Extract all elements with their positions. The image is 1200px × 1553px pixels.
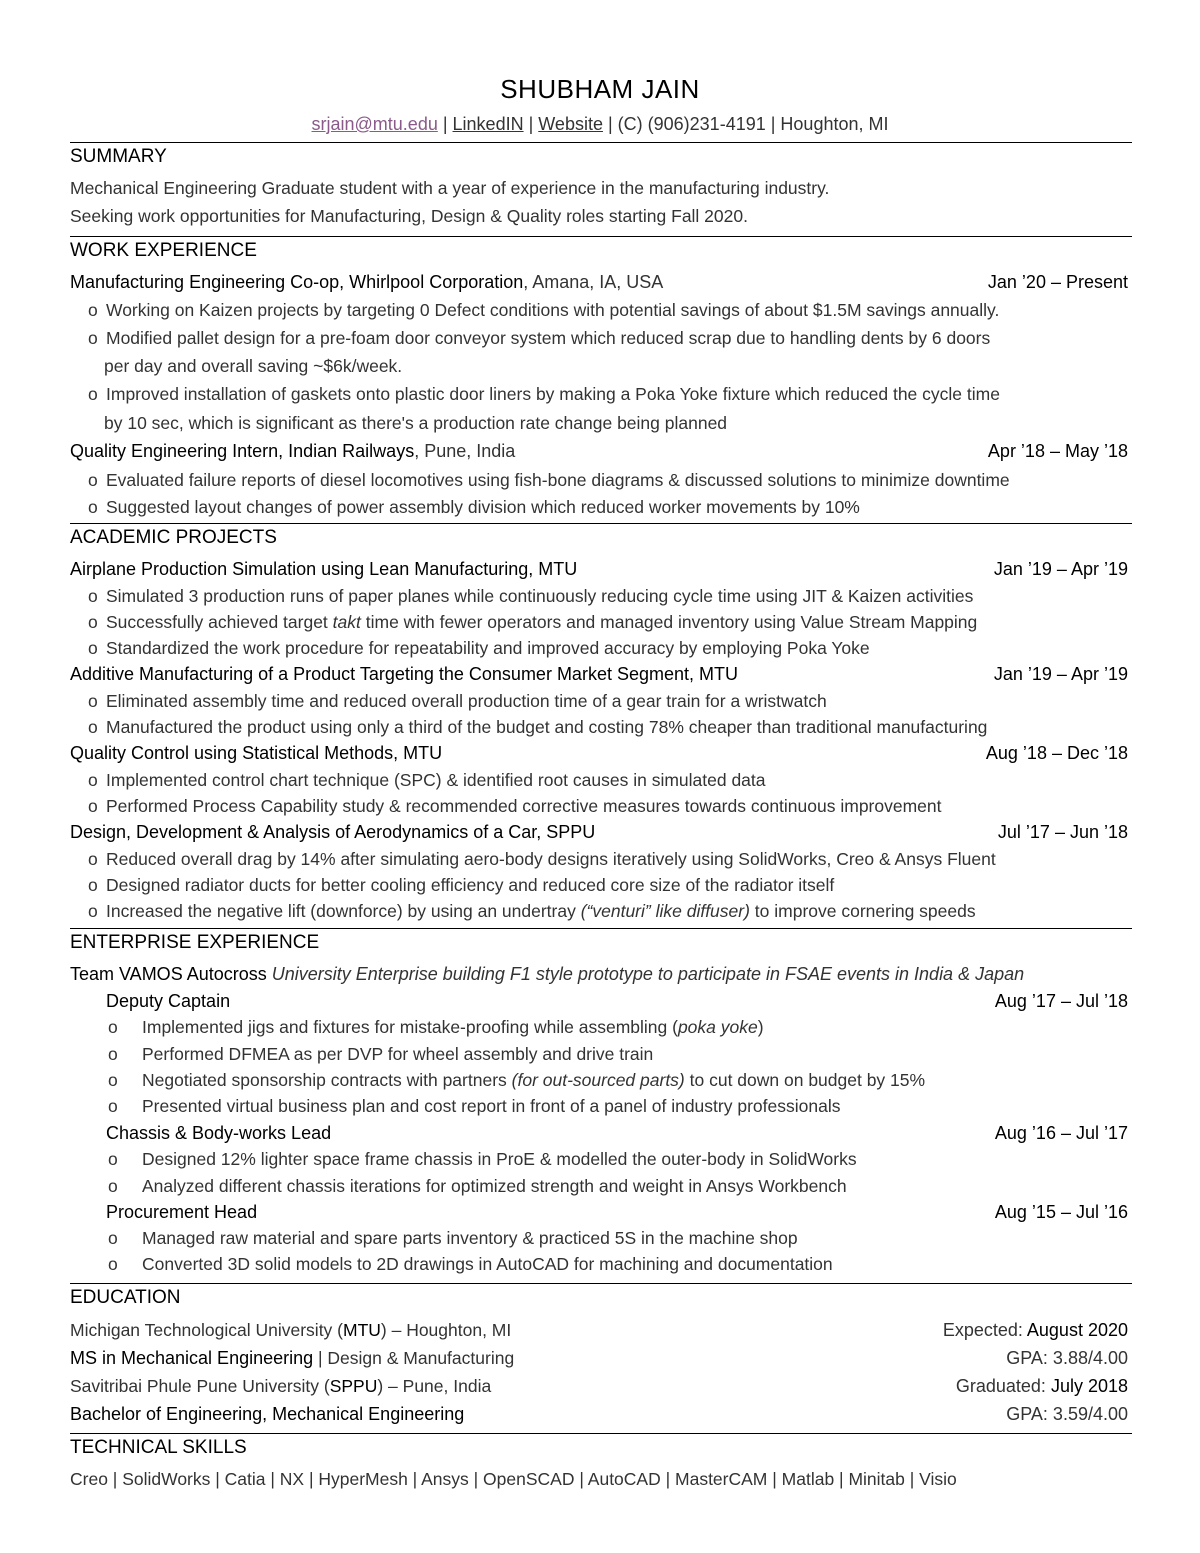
edu-gpa-ms: GPA: 3.88/4.00: [1006, 1348, 1128, 1368]
section-divider: [70, 1283, 1132, 1284]
list-item: o Increased the negative lift (downforce) by using an undertray (“venturi” like diffuser) to improve cornering speeds: [88, 898, 976, 924]
location: Houghton, MI: [780, 114, 889, 134]
list-item: o Negotiated sponsorship contracts with partners (for out-sourced parts) to cut down on budget by 15%: [108, 1067, 925, 1093]
bullet-icon: o: [108, 1228, 118, 1248]
separator: |: [602, 114, 618, 134]
separator: |: [765, 114, 781, 134]
list-item: o Improved installation of gaskets onto plastic door liners by making a Poka Yoke fixture which reduced the cycle time: [88, 381, 1000, 407]
list-item: o Successfully achieved target takt time with fewer operators and managed inventory using Value Stream Mapping: [88, 609, 977, 635]
role-name: Procurement Head: [106, 1202, 258, 1222]
contact-line: [0, 114, 1200, 135]
list-item-cont: per day and overall saving ~$6k/week.: [104, 356, 403, 376]
list-item: o Presented virtual business plan and cost report in front of a panel of industry professionals: [108, 1093, 840, 1119]
project-date: Jan ’19 – Apr ’19: [993, 664, 1128, 684]
role-date: Aug ’16 – Jul ’17: [994, 1123, 1128, 1143]
list-item: o Implemented jigs and fixtures for mistake-proofing while assembling (poka yoke): [108, 1014, 764, 1040]
job-heading: [70, 269, 1128, 295]
job-date: Apr ’18 – May ’18: [987, 441, 1128, 461]
bullet-icon: o: [108, 1044, 118, 1064]
section-title-projects: ACADEMIC PROJECTS: [70, 527, 277, 548]
list-item: o Converted 3D solid models to 2D drawings in AutoCAD for machining and documentation: [108, 1251, 833, 1277]
list-item: o Suggested layout changes of power assembly division which reduced worker movements by 10%: [88, 494, 860, 520]
list-item-cont: by 10 sec, which is significant as there's a production rate change being planned: [104, 413, 728, 433]
project-heading: Quality Control using Statistical Methods, MTU Aug ’18 – Dec ’18: [70, 740, 1128, 766]
separator: |: [523, 114, 539, 134]
project-name: Airplane Production Simulation using Lean Manufacturing, MTU: [70, 559, 578, 579]
project-name: Quality Control using Statistical Methods: [70, 743, 394, 763]
bullet-icon: o: [108, 1070, 118, 1090]
role-heading: [106, 1120, 1128, 1146]
edu-school-mtu: Michigan Technological University (MTU) – Houghton, MI: [70, 1320, 512, 1340]
bullet-icon: o: [88, 901, 98, 921]
phone: (C) (906)231-4191: [617, 114, 766, 134]
bullet-icon: o: [88, 586, 98, 606]
section-title-education: EDUCATION: [70, 1287, 181, 1308]
job-date: Jan ’20 – Present: [987, 272, 1128, 292]
job-org: , Indian Railways: [278, 441, 415, 461]
linkedin-link[interactable]: LinkedIN: [452, 114, 524, 134]
project-date: Aug ’18 – Dec ’18: [985, 743, 1128, 763]
project-name: Additive Manufacturing of a Product Targeting the Consumer Market Segment: [70, 664, 689, 684]
section-title-summary: SUMMARY: [70, 146, 167, 167]
edu-gpa-be: GPA: 3.59/4.00: [1006, 1404, 1128, 1424]
edu-graduated: Graduated: July 2018: [955, 1376, 1128, 1396]
job-role: Manufacturing Engineering Co-op, Whirlpool Corporation: [70, 272, 524, 292]
bullet-icon: o: [88, 384, 98, 404]
list-item: o Reduced overall drag by 14% after simulating aero-body designs iteratively using SolidWorks, Creo & Ansys Fluent: [88, 846, 996, 872]
list-item: o Eliminated assembly time and reduced overall production time of a gear train for a wristwatch: [88, 688, 827, 714]
project-date: Jan ’19 – Apr ’19: [993, 559, 1128, 579]
list-item: o Managed raw material and spare parts inventory & practiced 5S in the machine shop: [108, 1225, 798, 1251]
summary-line: Seeking work opportunities for Manufacturing, Design & Quality roles starting Fall 2020.: [70, 206, 748, 226]
website-link[interactable]: Website: [538, 114, 603, 134]
list-item: o Performed DFMEA as per DVP for wheel assembly and drive train: [108, 1041, 653, 1067]
bullet-icon: o: [108, 1176, 118, 1196]
bullet-icon: o: [88, 612, 98, 632]
bullet-icon: o: [88, 638, 98, 658]
edu-expected: Expected: August 2020: [942, 1320, 1128, 1340]
bullet-icon: o: [88, 849, 98, 869]
list-item: o Implemented control chart technique (SPC) & identified root causes in simulated data: [88, 767, 766, 793]
edu-degree-ms: MS in Mechanical Engineering | Design & Manufacturing: [70, 1348, 515, 1368]
list-item: o Working on Kaizen projects by targeting 0 Defect conditions with potential savings of about $1.5M savings annually.: [88, 297, 999, 323]
role-date: Aug ’17 – Jul ’18: [994, 991, 1128, 1011]
list-item: o Simulated 3 production runs of paper planes while continuously reducing cycle time using JIT & Kaizen activities: [88, 583, 973, 609]
list-item: o Standardized the work procedure for repeatability and improved accuracy by employing Poka Yoke: [88, 635, 870, 661]
bullet-icon: o: [108, 1096, 118, 1116]
section-divider: [70, 928, 1132, 929]
project-heading: [70, 556, 1128, 582]
role-heading: [106, 1199, 1128, 1225]
team-desc: University Enterprise building F1 style prototype to participate in FSAE events in India & Japan: [266, 964, 1025, 984]
skills-list: Creo | SolidWorks | Catia | NX | HyperMesh | Ansys | OpenSCAD | AutoCAD | MasterCAM | Matlab | Minitab | Visio: [70, 1469, 957, 1489]
list-item: o Designed radiator ducts for better cooling efficiency and reduced core size of the radiator itself: [88, 872, 834, 898]
section-title-work: WORK EXPERIENCE: [70, 240, 257, 261]
bullet-icon: o: [88, 770, 98, 790]
project-heading: Additive Manufacturing of a Product Targeting the Consumer Market Segment, MTU Jan ’19 – Apr ’19: [70, 661, 1128, 687]
bullet-icon: o: [88, 796, 98, 816]
list-item: o Manufactured the product using only a third of the budget and costing 78% cheaper than traditional manufacturing: [88, 714, 987, 740]
email-link[interactable]: srjain@mtu.edu: [311, 114, 438, 134]
role-heading: [106, 988, 1128, 1014]
bullet-icon: o: [108, 1149, 118, 1169]
candidate-name: SHUBHAM JAIN: [500, 74, 700, 104]
project-heading: Design, Development & Analysis of Aerodynamics of a Car, SPPU Jul ’17 – Jun ’18: [70, 819, 1128, 845]
role-name: Deputy Captain: [106, 991, 231, 1011]
role-date: Aug ’15 – Jul ’16: [994, 1202, 1128, 1222]
list-item: o Evaluated failure reports of diesel locomotives using fish-bone diagrams & discussed solutions to minimize downtime: [88, 467, 1010, 493]
project-date: Jul ’17 – Jun ’18: [997, 822, 1128, 842]
section-divider: [70, 236, 1132, 237]
section-divider: [70, 142, 1132, 143]
section-title-skills: TECHNICAL SKILLS: [70, 1437, 247, 1458]
edu-school-sppu: Savitribai Phule Pune University (SPPU) – Pune, India: [70, 1376, 492, 1396]
job-place: , Amana, IA, USA: [523, 272, 664, 292]
section-title-enterprise: ENTERPRISE EXPERIENCE: [70, 932, 320, 953]
bullet-icon: o: [88, 300, 98, 320]
bullet-icon: o: [88, 470, 98, 490]
separator: |: [437, 114, 453, 134]
bullet-icon: o: [88, 497, 98, 517]
list-item: o Performed Process Capability study & recommended corrective measures towards continuous improvement: [88, 793, 942, 819]
job-place: , Pune, India: [414, 441, 516, 461]
team-heading: [70, 961, 1128, 987]
bullet-icon: o: [88, 717, 98, 737]
section-divider: [70, 1433, 1132, 1434]
project-name: Design, Development & Analysis of Aerodynamics of a Car: [70, 822, 537, 842]
bullet-icon: o: [88, 328, 98, 348]
bullet-icon: o: [88, 691, 98, 711]
list-item: o Analyzed different chassis iterations for optimized strength and weight in Ansys Workbench: [108, 1173, 847, 1199]
bullet-icon: o: [108, 1017, 118, 1037]
role-name: Chassis & Body-works Lead: [106, 1123, 332, 1143]
section-divider: [70, 523, 1132, 524]
summary-line: Mechanical Engineering Graduate student with a year of experience in the manufacturing industry.: [70, 178, 830, 198]
list-item: o Modified pallet design for a pre-foam door conveyor system which reduced scrap due to handling dents by 6 doors: [88, 325, 990, 351]
list-item: o Designed 12% lighter space frame chassis in ProE & modelled the outer-body in SolidWorks: [108, 1146, 857, 1172]
edu-degree-be: Bachelor of Engineering, Mechanical Engineering: [70, 1404, 465, 1424]
job-role: Quality Engineering Intern: [70, 441, 279, 461]
bullet-icon: o: [88, 875, 98, 895]
job-heading: [70, 438, 1128, 464]
bullet-icon: o: [108, 1254, 118, 1274]
team-name: Team VAMOS Autocross: [70, 964, 267, 984]
